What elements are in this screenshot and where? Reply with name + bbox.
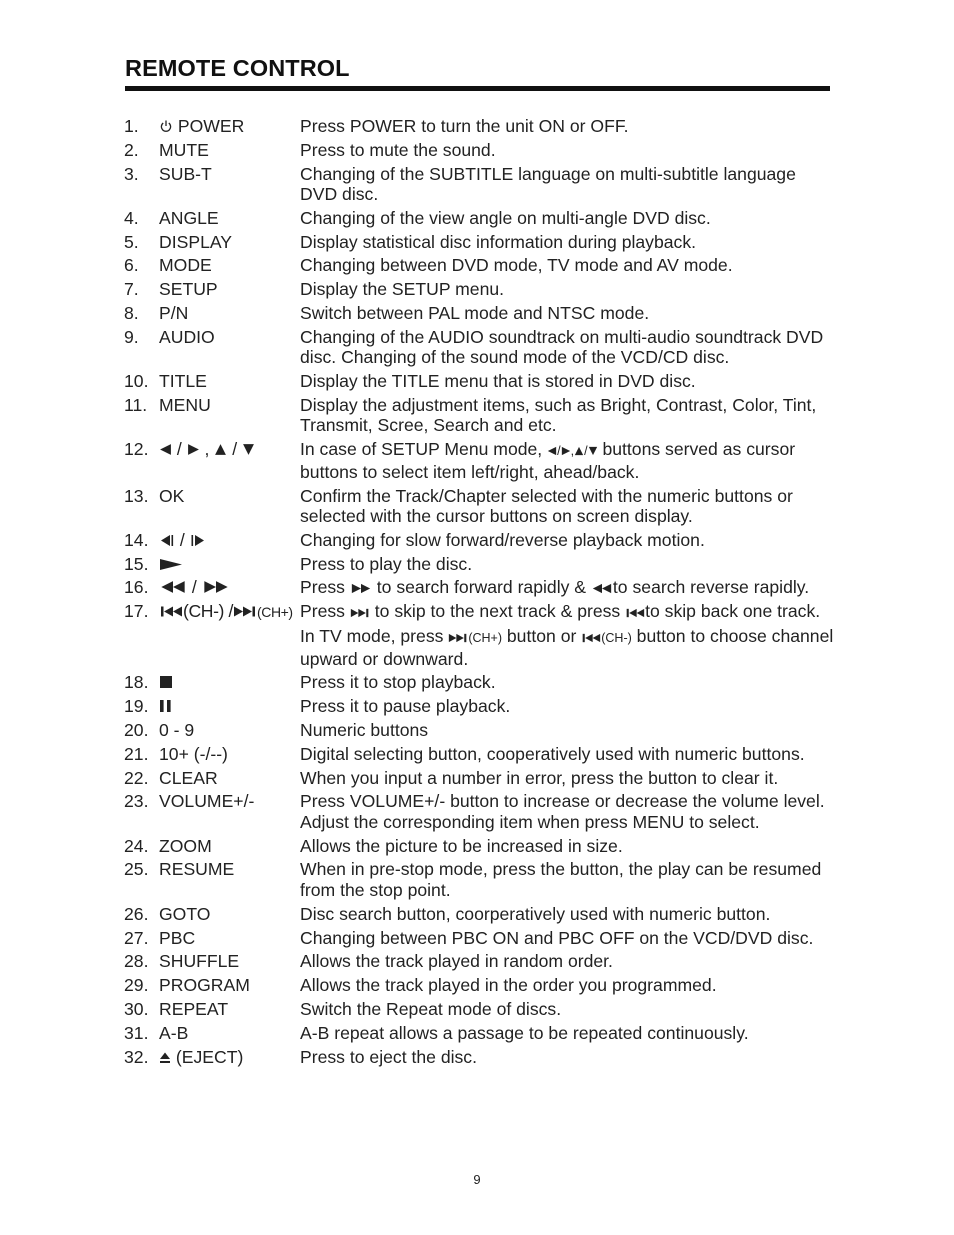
item-description: Display the TITLE menu that is stored in DVD disc. [300,371,696,392]
item-key: PROGRAM [159,975,250,996]
fast-forward-icon [350,577,372,598]
item-description: When you input a number in error, press the button to clear it. [300,767,779,788]
item-number: 25. [124,859,149,880]
skip-previous-icon [625,601,645,622]
desc-part: to skip back one track. [645,601,821,622]
item-key: VOLUME+/- [159,791,255,812]
item-number: 28. [124,951,149,972]
item-key: SUB-T [159,163,212,184]
play-icon [159,554,183,575]
up-triangle-icon [214,439,227,460]
item-number: 24. [124,835,149,856]
item-key: OK [159,485,185,506]
list-item [124,140,834,161]
item-description: Changing of the SUBTITLE language on multi-subtitle language DVD disc. [300,163,796,205]
right-triangle-icon [187,439,200,460]
list-item [124,696,834,717]
item-key [159,601,300,623]
item-key: MENU [159,394,211,415]
item-number: 17. [124,601,149,622]
item-number: 5. [124,231,139,252]
list-item [124,279,834,300]
list-item [124,530,834,551]
item-number: 6. [124,255,139,276]
skip-next-icon [448,626,468,647]
item-description: Confirm the Track/Chapter selected with the numeric buttons or selected with the cursor buttons on screen display. [300,485,793,527]
list-item [124,554,834,575]
skip-next-icon [233,601,257,622]
item-number: 4. [124,207,139,228]
item-number: 2. [124,139,139,160]
item-description: Switch the Repeat mode of discs. [300,998,562,1019]
item-number: 30. [124,998,149,1019]
item-key: / [159,530,300,551]
item-key: SETUP [159,279,218,300]
list-item [124,768,834,789]
item-number: 26. [124,903,149,924]
item-number: 23. [124,791,149,812]
item-number: 8. [124,303,139,324]
slow-reverse-icon [159,530,175,551]
desc-part: to search forward rapidly & [376,577,587,598]
desc-part: In TV mode, press [300,626,444,647]
item-key: MODE [159,255,212,276]
left-triangle-icon [547,439,557,460]
item-description: Changing of the view angle on multi-angle DVD disc. [300,207,711,228]
item-description: A-B repeat allows a passage to be repeated continuously. [300,1022,749,1043]
item-description: Changing between DVD mode, TV mode and AV mode. [300,255,733,276]
list-item [124,303,834,324]
skip-next-icon [350,601,370,622]
key-part: (CH+) [256,604,293,621]
item-key: DISPLAY [159,231,233,252]
desc-part: (CH+) [468,631,502,646]
skip-previous-icon [159,601,183,622]
list-item [124,327,834,368]
down-triangle-icon [588,439,598,460]
list-item [124,975,834,996]
item-description: Press VOLUME+/- button to increase or decrease the volume level. Adjust the corresponding item when press MENU to select. [300,791,825,832]
item-key [159,554,300,575]
list-item [124,1047,834,1068]
fast-forward-icon [202,577,230,598]
skip-previous-icon [581,626,601,647]
item-number: 31. [124,1022,149,1043]
item-description: Press POWER to turn the unit ON or OFF. [300,116,629,136]
list-item [124,232,834,253]
item-description: In case of SETUP Menu mode, / , / buttons served as cursor buttons to select item left/right, ahead/back. [300,439,796,482]
item-number: 27. [124,927,149,948]
item-number: 20. [124,719,149,740]
item-description: Press it to pause playback. [300,696,511,717]
list-item-continuation [124,626,834,669]
item-description: Display the SETUP menu. [300,279,505,300]
item-description: Changing for slow forward/reverse playback motion. [300,529,705,550]
item-number: 3. [124,163,139,184]
desc-part: Press [300,577,345,598]
item-key-label: POWER [177,116,245,136]
item-number: 32. [124,1046,149,1067]
list-item [124,371,834,392]
item-key-label: (EJECT) [175,1046,244,1067]
list-item [124,601,834,623]
slow-forward-icon [190,530,206,551]
item-key [159,116,300,137]
item-description: Allows the track played in random order. [300,951,613,972]
item-key: RESUME [159,859,235,880]
power-icon [159,116,173,137]
item-description: Disc search button, coorperatively used with numeric button. [300,903,771,924]
fast-reverse-icon [591,577,613,598]
page-title: REMOTE CONTROL [125,55,350,81]
right-triangle-icon [561,439,571,460]
item-description [300,577,834,598]
item-description: Switch between PAL mode and NTSC mode. [300,303,650,324]
item-description: Numeric buttons [300,719,429,740]
item-number: 22. [124,767,149,788]
list-item [124,672,834,693]
item-number: 9. [124,326,139,347]
list-item [124,255,834,276]
item-number: 29. [124,975,149,996]
item-key: / , / [159,439,300,482]
item-key: / [159,577,300,598]
desc-part: to search reverse rapidly. [612,577,810,598]
item-key: 10+ (-/--) [159,743,228,764]
list-item [124,836,834,857]
left-triangle-icon [159,439,172,460]
item-description: When in pre-stop mode, press the button, the play can be resumed from the stop point. [300,859,822,900]
item-description: Changing between PBC ON and PBC OFF on the VCD/DVD disc. [300,927,814,948]
item-key [159,696,300,717]
item-number: 16. [124,577,149,598]
item-key: PBC [159,927,196,948]
item-number: 19. [124,696,149,717]
item-key: TITLE [159,371,207,392]
desc-part: (CH-) [601,631,632,646]
item-number: 18. [124,672,149,693]
item-number: 13. [124,485,149,506]
list-item [124,395,834,436]
item-key: 0 - 9 [159,719,195,740]
item-number: 21. [124,743,149,764]
list-item [124,439,834,482]
page-number: 9 [473,1172,481,1187]
key-part: (CH-) / [183,601,233,622]
item-number: 14. [124,529,149,550]
up-triangle-icon [574,439,584,460]
item-key: MUTE [159,139,209,160]
list-item [124,904,834,925]
item-number: 10. [124,371,149,392]
item-key: ZOOM [159,835,212,856]
desc-part: buttons served as cursor buttons to select item left/right, ahead/back. [300,439,796,482]
list-item [124,577,834,598]
desc-part: In case of SETUP Menu mode, [300,439,543,460]
item-key: ANGLE [159,207,219,228]
item-description: Display the adjustment items, such as Bright, Contrast, Color, Tint, Transmit, Scree, Search and etc. [300,394,817,436]
button-function-list [124,116,834,1070]
item-key: GOTO [159,903,211,924]
list-item [124,164,834,205]
item-number: 15. [124,553,149,574]
item-key: A-B [159,1022,189,1043]
list-item [124,1023,834,1044]
item-key: AUDIO [159,326,215,347]
stop-icon [159,672,173,693]
item-key: SHUFFLE [159,951,240,972]
desc-part: button to choose channel upward or downward. [300,626,834,669]
item-number: 7. [124,279,139,300]
desc-part: to skip to the next track & press [374,601,621,622]
item-key: REPEAT [159,998,229,1019]
item-key [159,1047,300,1068]
item-number: 12. [124,439,149,460]
list-item [124,791,834,832]
down-triangle-icon [242,439,255,460]
item-description: Press to play the disc. [300,553,473,574]
item-description: Press it to stop playback. [300,672,496,693]
desc-part: Press [300,601,345,622]
list-item [124,859,834,900]
pause-icon [159,696,173,717]
item-description: Press to mute the sound. [300,139,496,160]
item-description: Press to eject the disc. [300,1046,477,1067]
item-description: Allows the picture to be increased in size. [300,835,623,856]
item-key: P/N [159,303,189,324]
list-item [124,486,834,527]
list-item [124,720,834,741]
list-item [124,744,834,765]
item-key [159,672,300,693]
item-description [300,601,834,623]
list-item [124,116,834,137]
item-description: Display statistical disc information during playback. [300,231,697,252]
eject-icon [159,1047,171,1068]
list-item [124,928,834,949]
item-key: CLEAR [159,767,218,788]
item-description: Allows the track played in the order you programmed. [300,975,717,996]
item-number: 1. [124,116,139,136]
list-item [124,951,834,972]
title-rule [125,86,830,91]
list-item [124,208,834,229]
item-number: 11. [124,394,148,415]
fast-reverse-icon [159,577,187,598]
item-description: Changing of the AUDIO soundtrack on multi-audio soundtrack DVD disc. Changing of the sound mode of the VCD/CD disc. [300,326,824,368]
list-item [124,999,834,1020]
item-description: Digital selecting button, cooperatively used with numeric buttons. [300,743,805,764]
desc-part: button or [506,626,577,647]
